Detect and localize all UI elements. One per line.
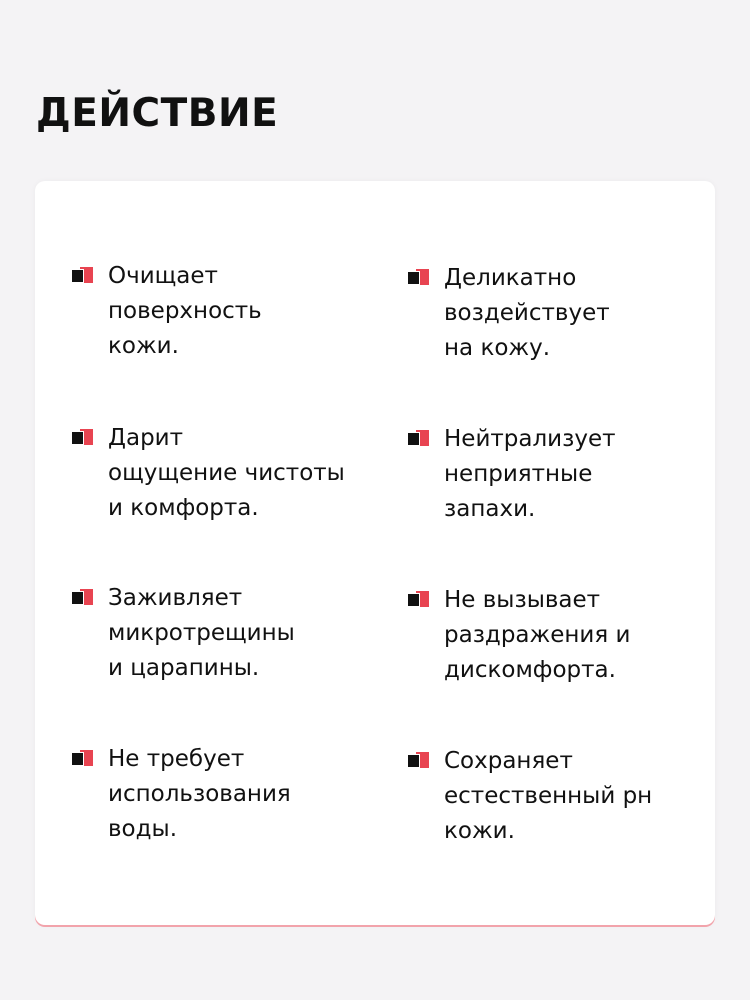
page-title: ДЕЙСТВИЕ xyxy=(36,91,279,136)
bullet-square-icon xyxy=(71,750,93,766)
benefit-text: Не требует использования воды. xyxy=(108,746,291,842)
benefits-card xyxy=(35,181,715,925)
benefit-text: Деликатно воздействует на кожу. xyxy=(444,265,610,361)
bullet-square-icon xyxy=(71,589,93,605)
benefit-text: Сохраняет естественный рн кожи. xyxy=(444,748,653,844)
benefit-text: Заживляет микротрещины и царапины. xyxy=(108,585,295,681)
benefit-text: Дарит ощущение чистоты и комфорта. xyxy=(108,425,345,521)
bullet-square-icon xyxy=(407,430,429,446)
benefit-text: Не вызывает раздражения и дискомфорта. xyxy=(444,587,631,683)
bullet-square-icon xyxy=(71,267,93,283)
benefit-text: Нейтрализует неприятные запахи. xyxy=(444,426,616,522)
benefit-text: Очищает поверхность кожи. xyxy=(108,263,262,359)
bullet-square-icon xyxy=(407,269,429,285)
bullet-square-icon xyxy=(71,429,93,445)
bullet-square-icon xyxy=(407,591,429,607)
bullet-square-icon xyxy=(407,752,429,768)
